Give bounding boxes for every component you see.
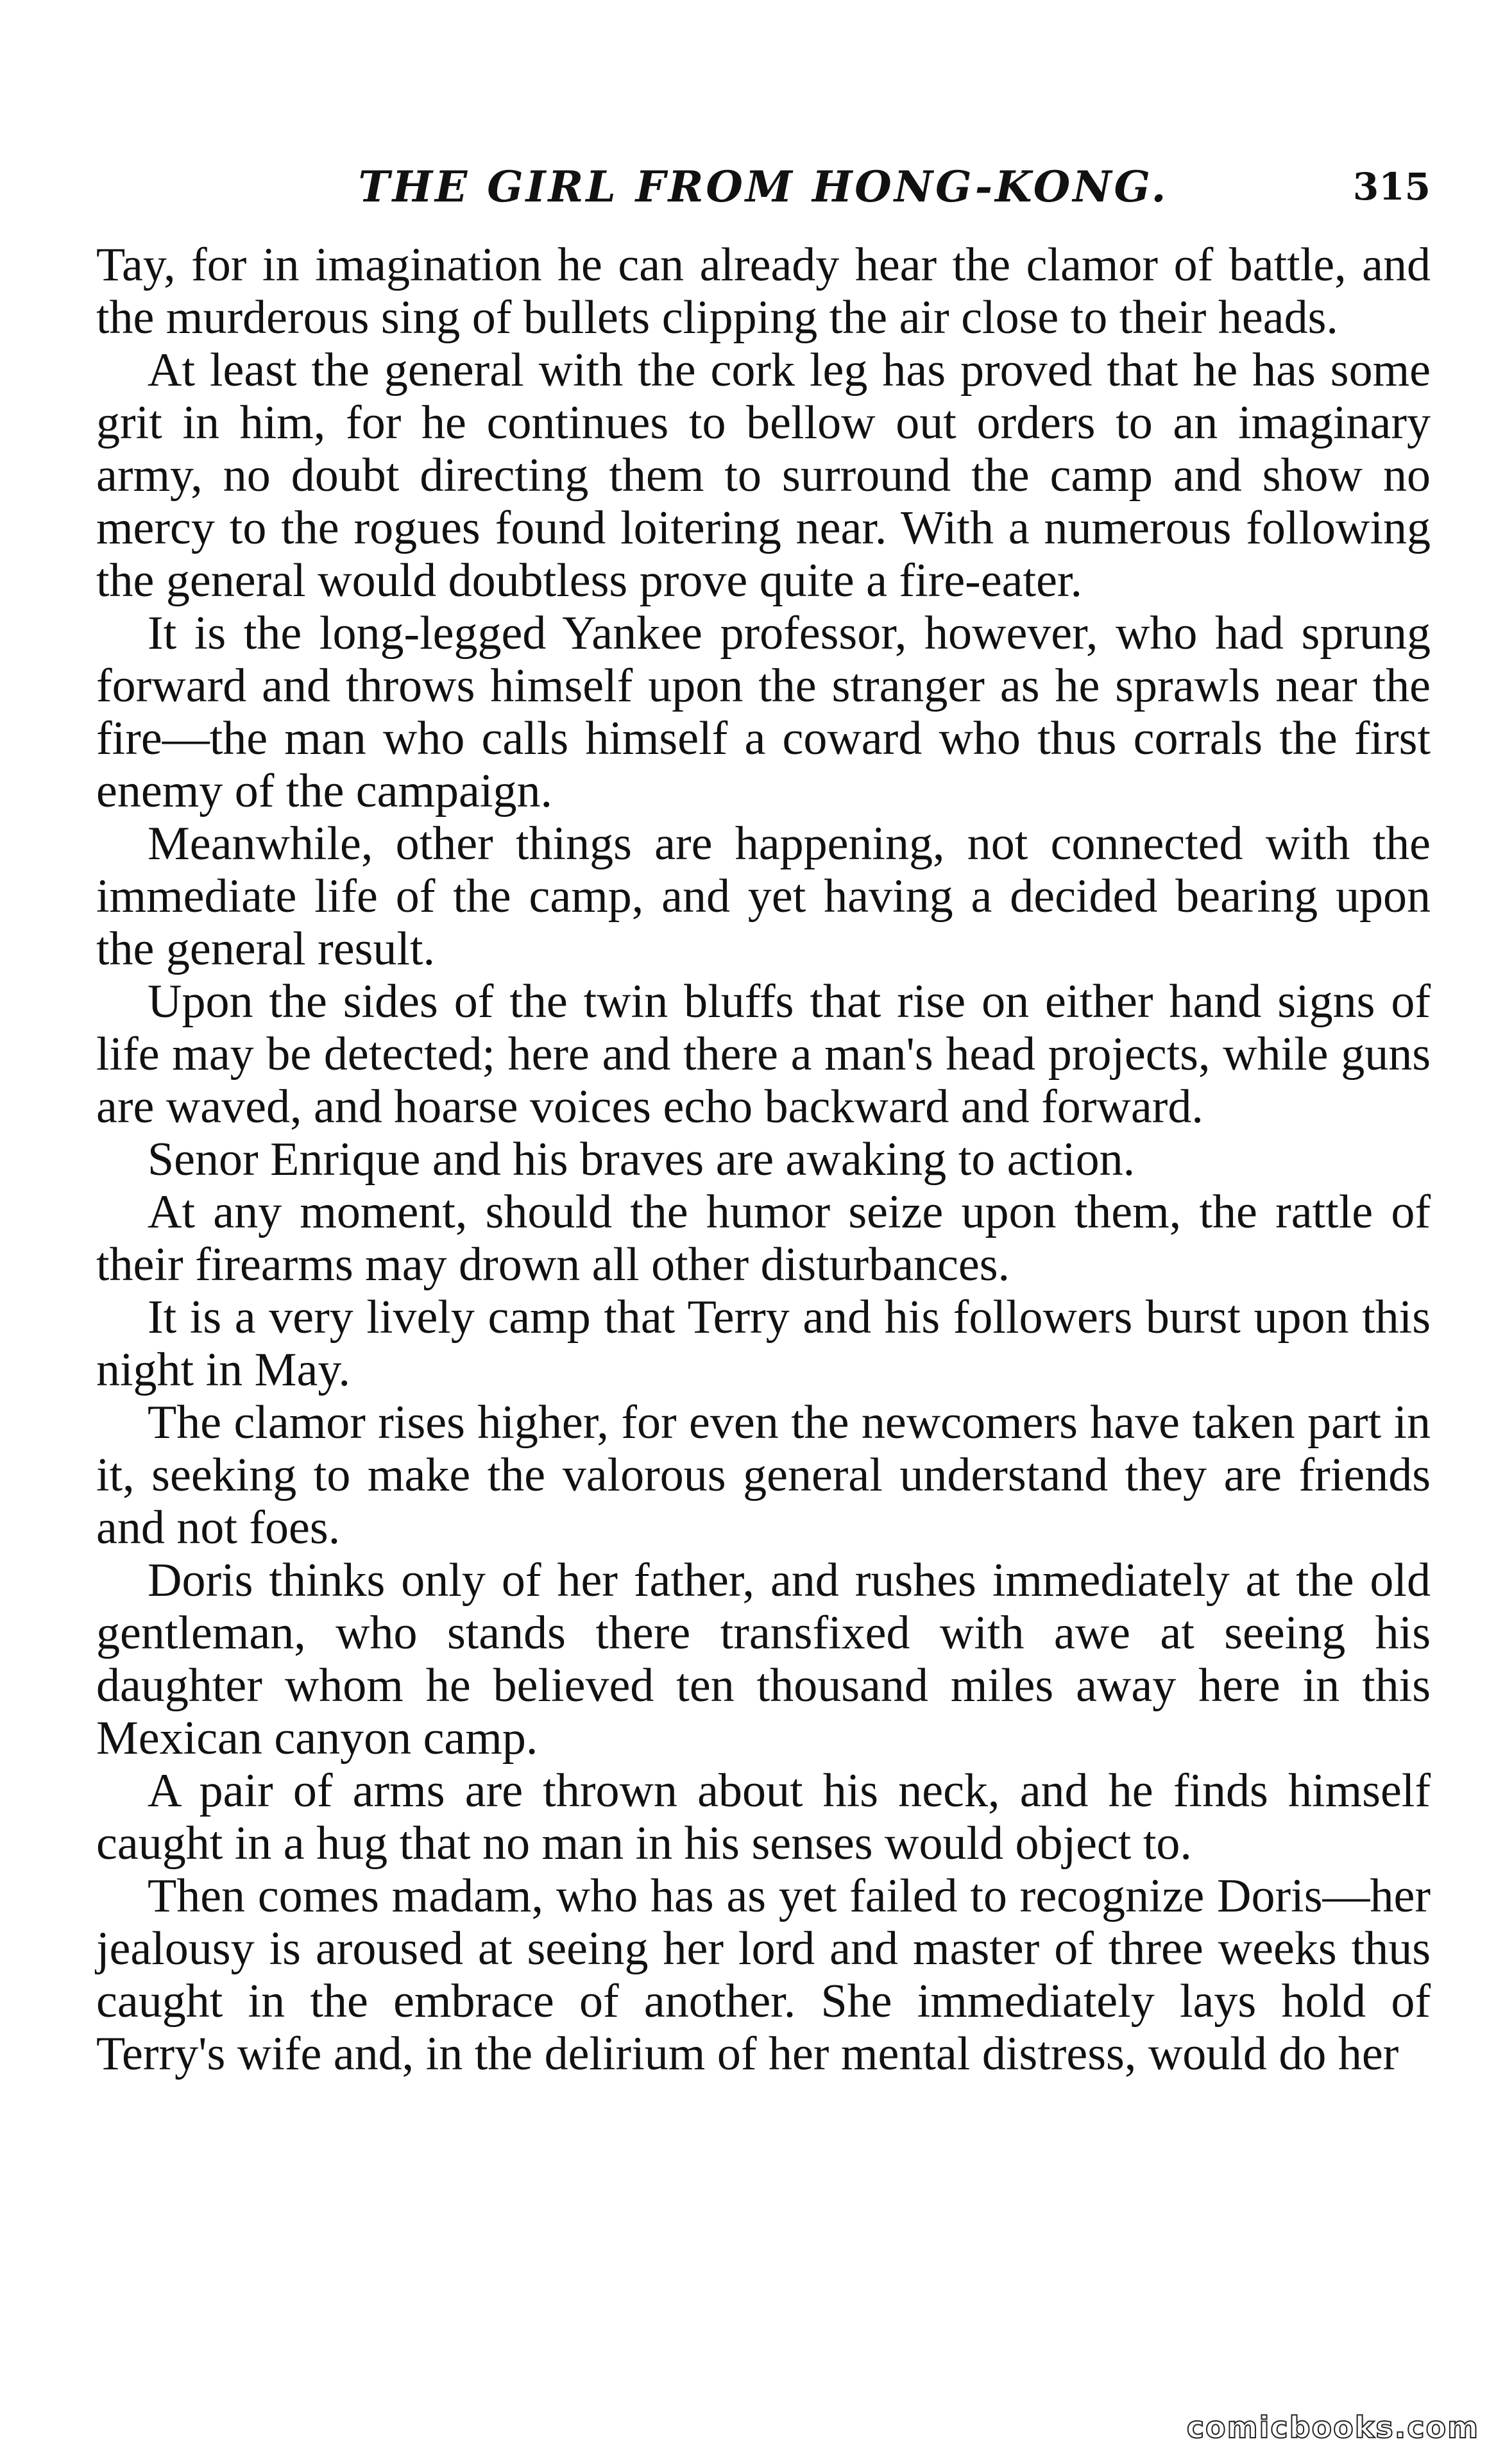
paragraph-5: Upon the sides of the twin bluffs that rise on either hand signs of life may be detected; here and there a man's head projects, while guns are waved, and hoarse voices echo backward and forward. — [96, 975, 1431, 1133]
paragraph-10: Doris thinks only of her father, and rushes immediately at the old gentleman, who stands there transfixed with awe at seeing his daughter whom he believed ten thousand miles away here in this Mexican canyon camp. — [96, 1554, 1431, 1765]
paragraph-1: Tay, for in imagination he can already hear the clamor of battle, and the murderous sing of bullets clipping the air close to their heads. — [96, 239, 1431, 344]
paragraph-8: It is a very lively camp that Terry and his followers burst upon this night in May. — [96, 1291, 1431, 1396]
paragraph-3: It is the long-legged Yankee professor, however, who had sprung forward and throws himself upon the stranger as he sprawls near the fire—the man who calls himself a coward who thus corrals the first enemy of the campaign. — [96, 607, 1431, 817]
paragraph-2: At least the general with the cork leg has proved that he has some grit in him, for he continues to bellow out orders to an imaginary army, no doubt directing them to surround the camp and show no mercy to the rogues found loitering near. With a numerous following the general would doubtless prove quite a fire-eater. — [96, 344, 1431, 607]
paragraph-9: The clamor rises higher, for even the newcomers have taken part in it, seeking to make the valorous general understand they are friends and not foes. — [96, 1396, 1431, 1554]
running-head — [96, 158, 1431, 216]
running-title: THE GIRL FROM HONG-KONG. — [358, 162, 1169, 212]
paragraph-7: At any moment, should the humor seize upon them, the rattle of their firearms may drown all other disturbances. — [96, 1186, 1431, 1291]
paragraph-4: Meanwhile, other things are happening, not connected with the immediate life of the camp, and yet having a decided bearing upon the general result. — [96, 817, 1431, 975]
page-number: 315 — [1352, 165, 1431, 209]
paragraph-11: A pair of arms are thrown about his neck, and he finds himself caught in a hug that no man in his senses would object to. — [96, 1765, 1431, 1870]
body-text — [96, 239, 1431, 2080]
paragraph-6: Senor Enrique and his braves are awaking to action. — [148, 1133, 1135, 1186]
paragraph-12: Then comes madam, who has as yet failed to recognize Doris—her jealousy is aroused at seeing her lord and master of three weeks thus caught in the embrace of another. She immediately lays hold of Terry's wife and, in the delirium of her mental distress, would do her — [96, 1870, 1431, 2080]
watermark-logo: comicbooks.com — [1186, 2410, 1479, 2445]
